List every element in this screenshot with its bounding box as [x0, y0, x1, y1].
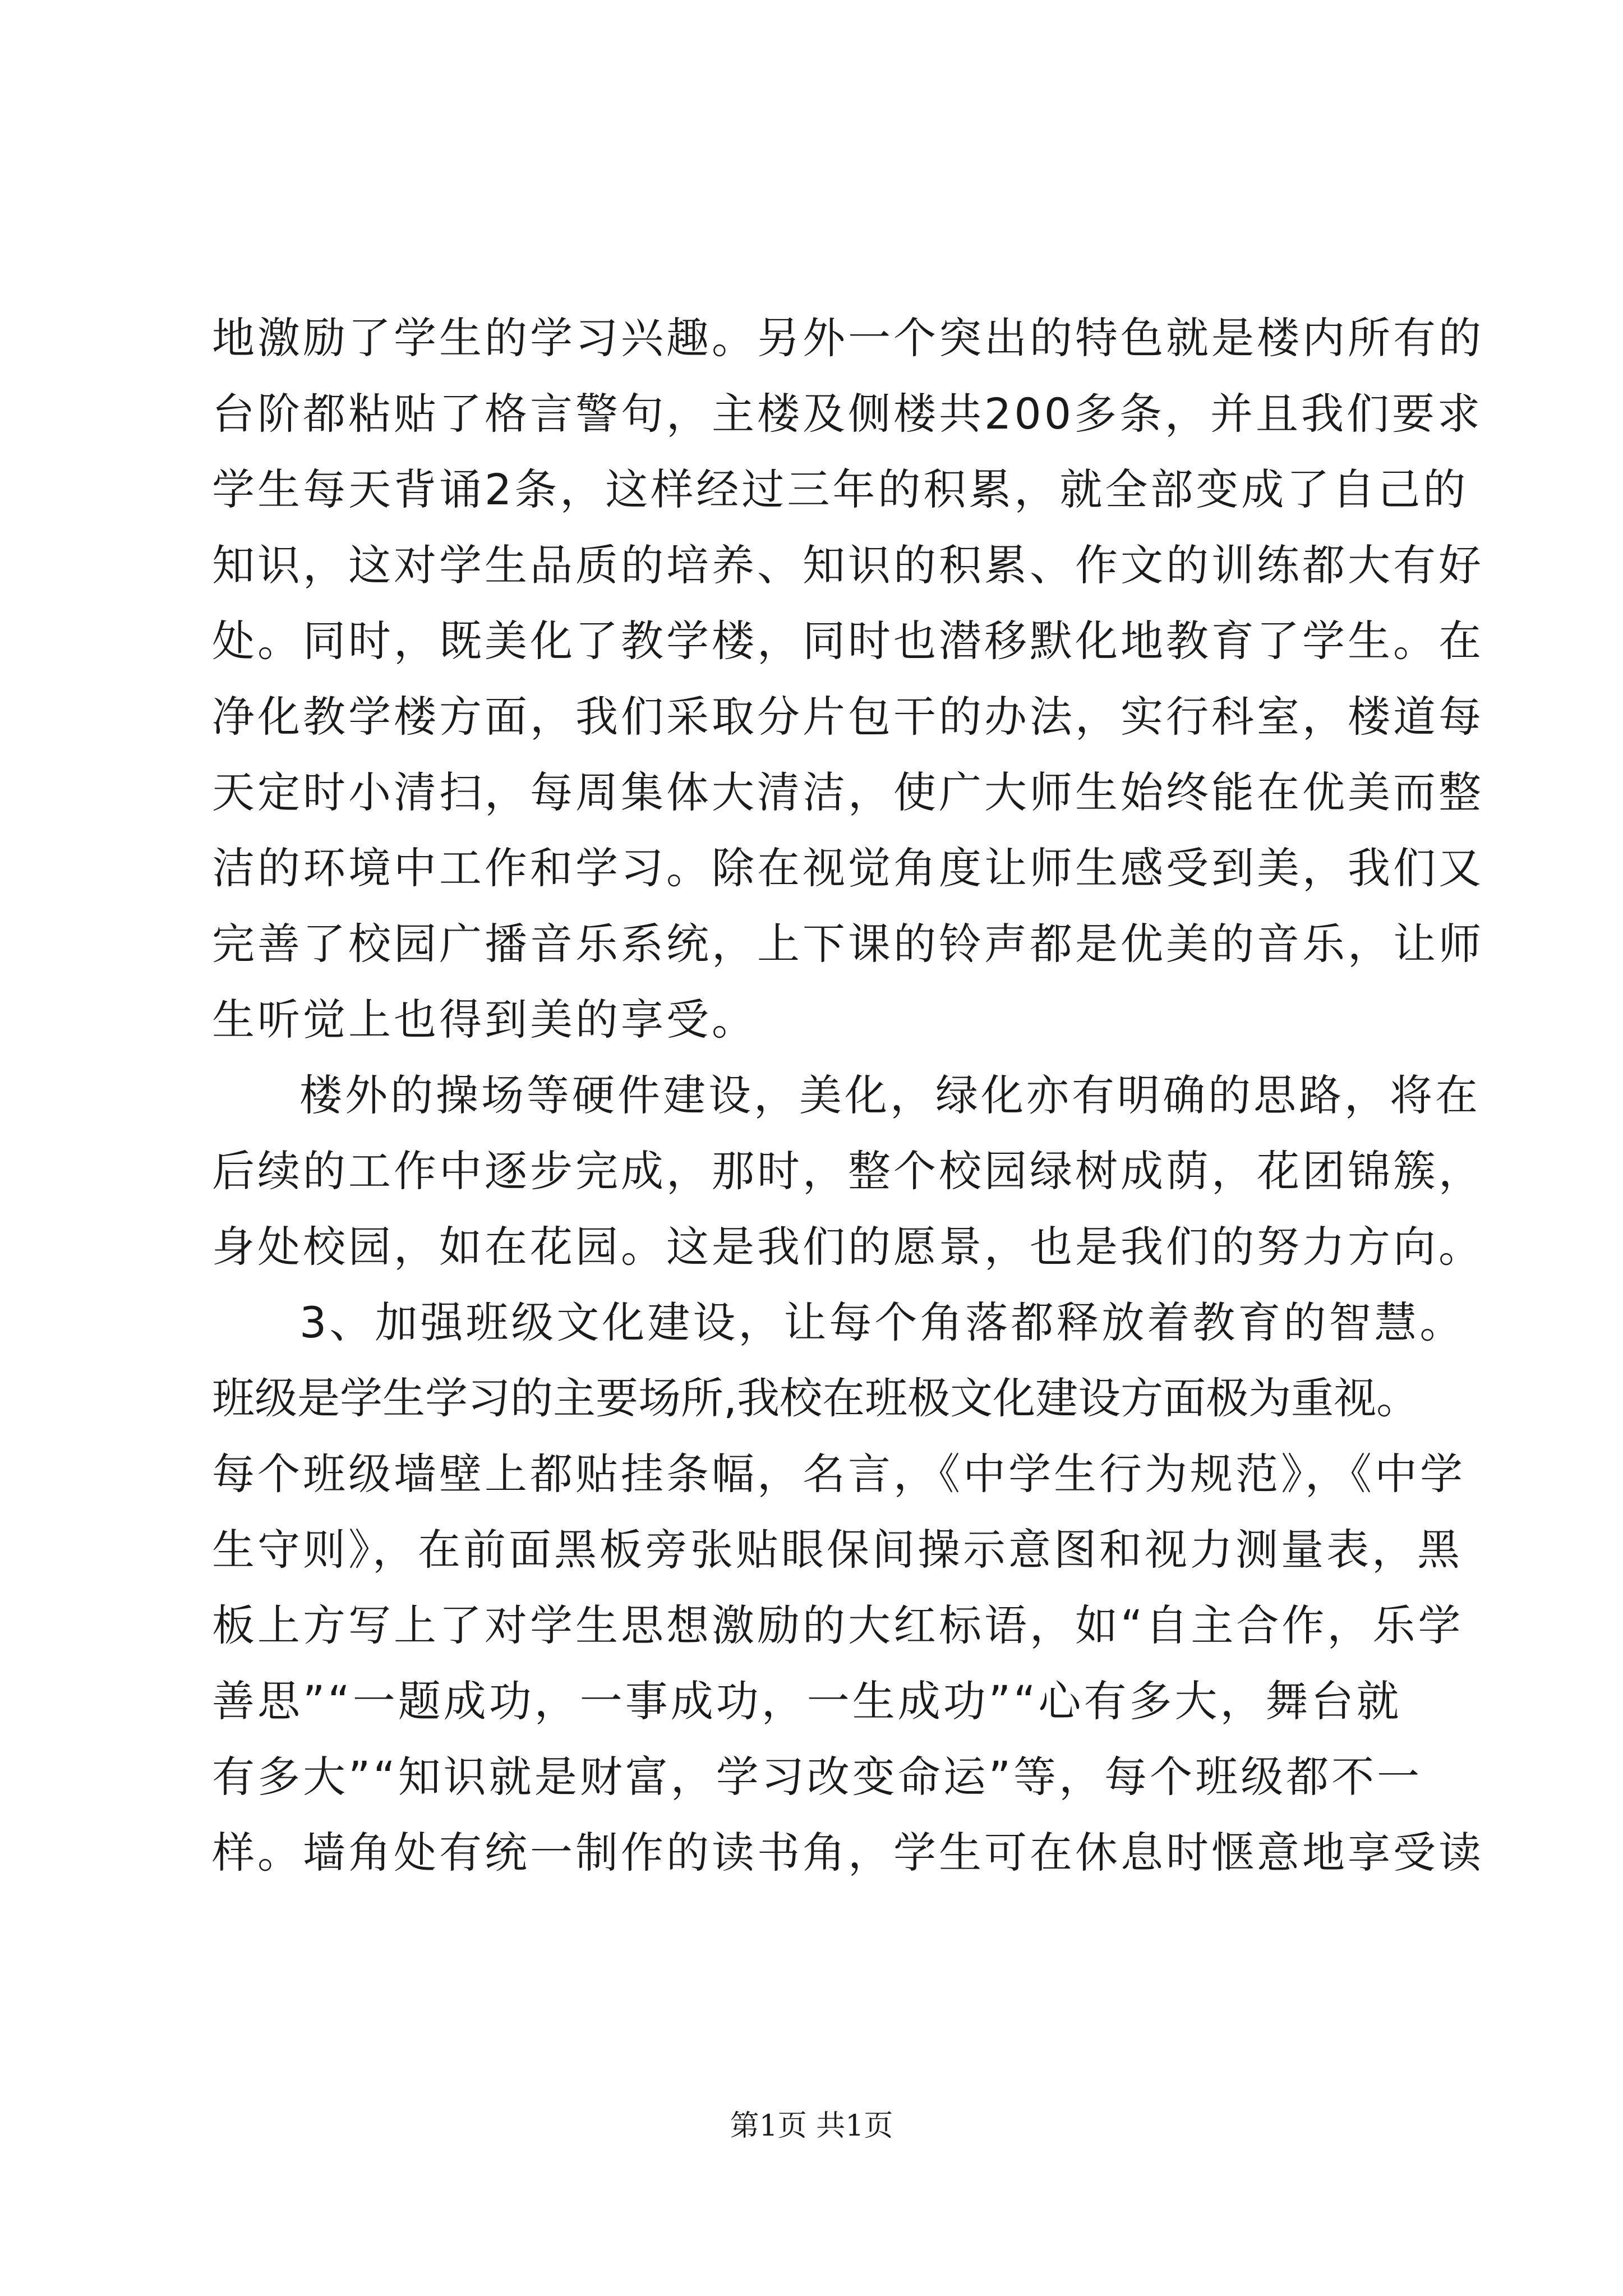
text-line-7: 天定时小清扫，每周集体大清洁，使广大师生始终能在优美而整	[212, 767, 1484, 817]
text-line-2: 台阶都粘贴了格言警句，主楼及侧楼共200多条，并且我们要求	[212, 389, 1483, 439]
page-number-footer: 第1页 共1页	[730, 2109, 893, 2143]
text-line-1: 地激励了学生的学习兴趣。另外一个突出的特色就是楼内所有的	[212, 313, 1484, 363]
text-line-14: 3、加强班级文化建设，让每个角落都释放着教育的智慧。	[299, 1297, 1465, 1347]
text-line-13: 身处校园，如在花园。这是我们的愿景，也是我们的努力方向。	[212, 1222, 1484, 1272]
text-line-4: 知识，这对学生品质的培养、知识的积累、作文的训练都大有好	[212, 540, 1484, 590]
text-line-6: 净化教学楼方面，我们采取分片包干的办法，实行科室，楼道每	[212, 692, 1484, 742]
text-line-10: 生听觉上也得到美的享受。	[212, 995, 757, 1045]
text-line-12: 后续的工作中逐步完成，那时，整个校园绿树成荫，花团锦簇，	[212, 1146, 1484, 1196]
text-line-3: 学生每天背诵2条，这样经过三年的积累，就全部变成了自己的	[212, 464, 1469, 514]
text-line-8: 洁的环境中工作和学习。除在视觉角度让师生感受到美，我们又	[212, 843, 1484, 893]
text-line-11: 楼外的操场等硬件建设，美化，绿化亦有明确的思路，将在	[299, 1070, 1481, 1120]
text-line-17: 生守则》，在前面黑板旁张贴眼保间操示意图和视力测量表，黑	[212, 1525, 1463, 1575]
text-line-16: 每个班级墙壁上都贴挂条幅，名言，《中学生行为规范》，《中学	[212, 1449, 1465, 1499]
text-line-5: 处。同时，既美化了教学楼，同时也潜移默化地教育了学生。在	[212, 616, 1484, 666]
text-line-9: 完善了校园广播音乐系统，上下课的铃声都是优美的音乐，让师	[212, 919, 1484, 969]
text-line-21: 样。墙角处有统一制作的读书角，学生可在休息时惬意地享受读	[212, 1828, 1484, 1878]
text-line-18: 板上方写上了对学生思想激励的大红标语，如“自主合作，乐学	[212, 1600, 1464, 1650]
text-line-15: 班级是学生学习的主要场所,我校在班极文化建设方面极为重视。	[212, 1373, 1419, 1423]
document-body	[212, 300, 1484, 1890]
text-line-19: 善思”“一题成功，一事成功，一生成功”“心有多大，舞台就	[212, 1676, 1402, 1726]
text-line-20: 有多大”“知识就是财富，学习改变命运”等，每个班级都不一	[212, 1752, 1423, 1802]
